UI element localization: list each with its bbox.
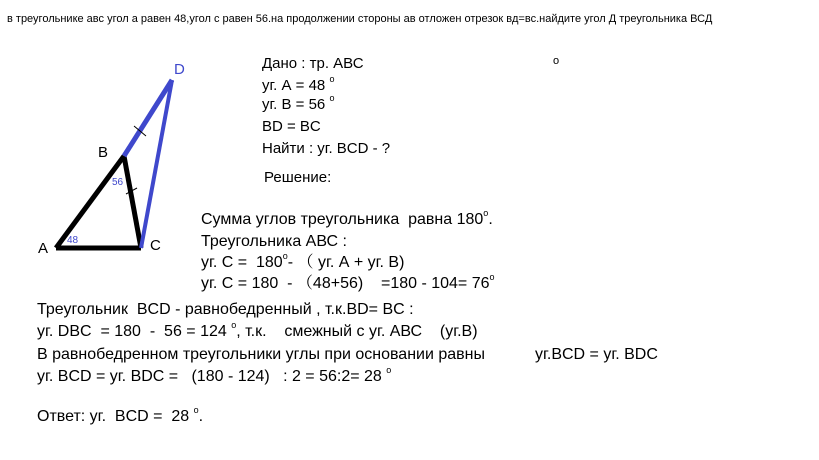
vertex-label-c: C bbox=[150, 237, 161, 254]
step1-line-4: уг. С = 180 - （48+56) $=180 - 104= 76^o$ bbox=[201, 272, 495, 292]
solution-title: Решение: bbox=[264, 169, 332, 186]
side-bc bbox=[124, 156, 141, 248]
step1-line-3: уг. С = 180$^o$- （ уг. А + уг. В) bbox=[201, 251, 405, 271]
vertex-label-d: D bbox=[174, 61, 185, 78]
step1-line-2: Треугольника АВС : bbox=[201, 233, 347, 250]
given-line-2: уг. А = 48 $^o$ bbox=[262, 74, 335, 94]
vertex-label-b: B bbox=[98, 144, 109, 161]
given-line-4: BD = BC bbox=[262, 118, 321, 135]
given-line-1: Дано : тр. АВС bbox=[262, 55, 364, 72]
vertex-label-a: A bbox=[38, 240, 49, 257]
angle-label-a: 48 bbox=[67, 235, 79, 246]
problem-statement: в треугольнике авс угол а равен 48,угол с равен 56.на продолжении стороны ав отложен отрезок вд=вс.найдите угол Д треугольника ВСД bbox=[7, 13, 713, 25]
stray-degree-mark: o bbox=[553, 55, 560, 67]
step2-line-3-result: уг.BCD = уг. BDC bbox=[535, 346, 658, 363]
given-line-3: уг. В = 56 $^o$ bbox=[262, 93, 335, 113]
find-line: Найти : уг. BCD - ? bbox=[262, 140, 391, 157]
angle-label-b: 56 bbox=[112, 177, 124, 188]
triangle-figure bbox=[0, 0, 260, 270]
answer-line: Ответ: уг. BCD = 28 $^o$. bbox=[37, 405, 204, 425]
step1-line-1: Сумма углов треугольника равна 180$^o$. bbox=[201, 208, 493, 228]
step2-line-4: уг. BCD = уг. BDC = (180 - 124) : 2 = 56:2= 28 $^o$ bbox=[37, 365, 392, 385]
step2-line-1: Треугольник BCD - равнобедренный , т.к.BD= BC : bbox=[37, 301, 414, 318]
step2-line-3: В равнобедренном треугольники углы при основании равны bbox=[37, 346, 485, 363]
step2-line-2: уг. DBC = 180 - 56 = 124 $^o$, т.к. смежный с уг. АВС (уг.В) bbox=[37, 320, 478, 340]
